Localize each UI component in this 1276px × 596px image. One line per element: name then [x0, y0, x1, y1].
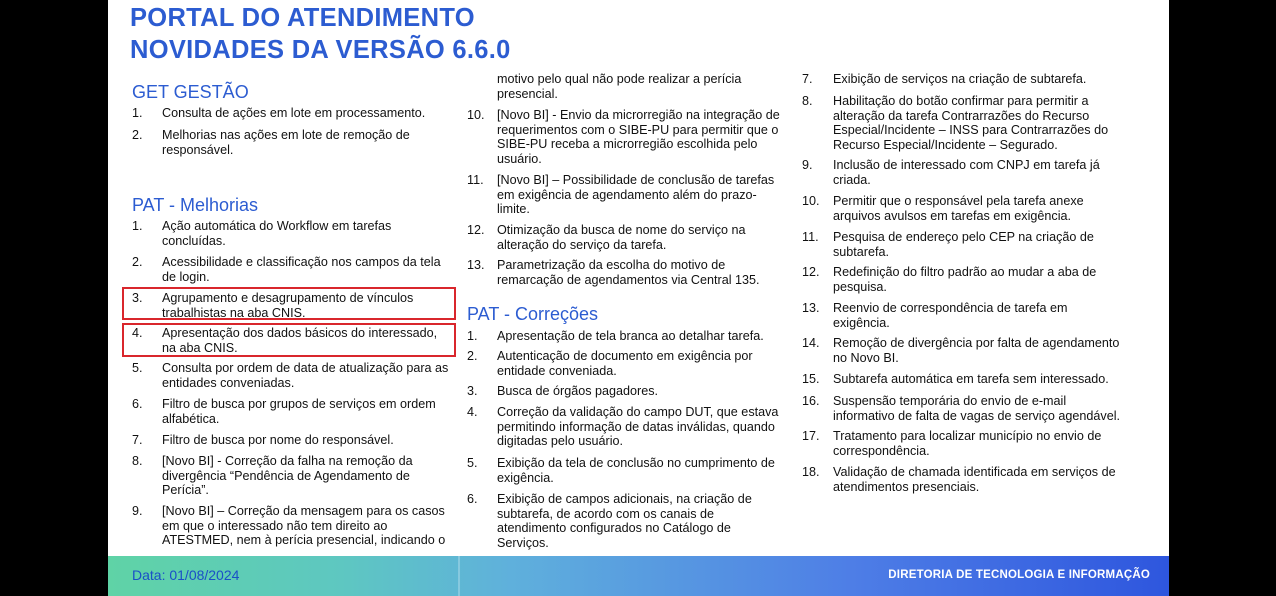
list-item-text: Permitir que o responsável pela tarefa anexe	[833, 194, 1084, 208]
list-item-text: arquivos avulsos em tarefas em exigência.	[833, 208, 1071, 223]
list-item-text: Especial/Incidente – INSS para Contrarrazões do	[833, 123, 1109, 137]
list-item-text: requerimentos com o SIBE-PU para permitir que o	[497, 122, 779, 137]
list-item-text: correspondência.	[833, 443, 930, 458]
list-item-text: na aba CNIS.	[162, 340, 238, 355]
list-item-number: 1.	[132, 106, 143, 120]
list-item-text: Subtarefa automática em tarefa sem interessado.	[833, 372, 1109, 386]
page-title: PORTAL DO ATENDIMENTO	[130, 4, 475, 32]
list-item-number: 18.	[802, 465, 820, 479]
list-item-number: 11.	[802, 230, 819, 244]
list-item-text: exigência.	[497, 470, 554, 485]
list-item-text: permitindo informação de datas inválidas, quando	[497, 419, 775, 434]
list-item-text: atendimentos presenciais.	[833, 479, 980, 494]
list-item-text: em que o interessado não tem direito ao	[162, 518, 388, 533]
section-heading: GET GESTÃO	[132, 82, 249, 102]
list-item-number: 5.	[467, 456, 478, 470]
list-item-text: remarcação de agendamentos via Central 135.	[497, 272, 760, 287]
list-item-text: digitadas pelo usuário.	[497, 434, 624, 448]
section-heading: PAT - Melhorias	[132, 195, 259, 215]
list-item-text: Suspensão temporária do envio de e-mail	[833, 394, 1067, 408]
list-item-number: 9.	[132, 504, 143, 518]
list-item-number: 9.	[802, 158, 813, 172]
list-item-text: Consulta de ações em lote em processamento.	[162, 106, 426, 120]
list-item-number: 4.	[467, 405, 478, 419]
list-item-number: 12.	[467, 223, 485, 237]
list-item-continuation: presencial.	[497, 86, 558, 101]
list-item-text: Filtro de busca por nome do responsável.	[162, 433, 394, 447]
list-item-text: Otimização da busca de nome do serviço na	[497, 223, 746, 237]
list-item-text: [Novo BI] - Correção da falha na remoção da	[162, 454, 413, 468]
list-item-text: exigência.	[833, 315, 890, 330]
list-item-text: Apresentação de tela branca ao detalhar tarefa.	[497, 329, 764, 343]
list-item-text: subtarefa, de acordo com os canais de	[497, 506, 715, 521]
list-item-text: criada.	[833, 172, 871, 187]
list-item-text: alteração da tarefa Contrarrazões do Recurso	[833, 108, 1090, 123]
list-item-text: em exigência de agendamento além do prazo-	[497, 187, 757, 202]
list-item-text: entidades conveniadas.	[162, 375, 295, 390]
list-item-text: Perícia”.	[162, 483, 209, 497]
list-item-number: 1.	[467, 329, 478, 343]
list-item-number: 7.	[802, 72, 813, 86]
list-item-text: entidade conveniada.	[497, 363, 617, 378]
list-item-text: Parametrização da escolha do motivo de	[497, 258, 726, 272]
highlight-box	[122, 323, 456, 357]
list-item-text: Recurso Especial/Incidente – Segurado.	[833, 137, 1058, 152]
list-item-number: 4.	[132, 326, 143, 340]
footer-org: DIRETORIA DE TECNOLOGIA E INFORMAÇÃO	[888, 569, 1150, 581]
list-item-text: ATESTMED, nem à perícia presencial, indicando o	[162, 533, 446, 547]
list-item-text: Exibição da tela de conclusão no cumprimento de	[497, 456, 775, 470]
footer	[108, 556, 1169, 596]
list-item-text: trabalhistas na aba CNIS.	[162, 305, 306, 320]
section-heading: PAT - Correções	[467, 304, 599, 324]
list-item-text: Busca de órgãos pagadores.	[497, 384, 659, 398]
list-item-number: 11.	[467, 173, 484, 187]
list-item-text: divergência “Pendência de Agendamento de	[162, 468, 410, 483]
list-item-number: 13.	[802, 301, 820, 315]
list-item-text: Agrupamento e desagrupamento de vínculos	[162, 291, 414, 305]
list-item-text: alfabética.	[162, 411, 220, 426]
list-item-text: [Novo BI] – Possibilidade de conclusão de tarefas	[497, 173, 775, 187]
list-item-text: Exibição de campos adicionais, na criação de	[497, 492, 752, 506]
list-item-text: pesquisa.	[833, 279, 887, 294]
list-item-text: de login.	[162, 269, 210, 284]
list-item-number: 7.	[132, 433, 143, 447]
list-item-text: responsável.	[162, 142, 234, 157]
list-item-text: SIBE-PU receba a microrregião escolhida pelo	[497, 137, 758, 151]
highlight-box	[122, 287, 456, 320]
list-item-number: 3.	[467, 384, 478, 398]
list-item-text: Validação de chamada identificada em serviços de	[833, 465, 1116, 479]
list-item-number: 6.	[467, 492, 478, 506]
list-item-text: [Novo BI] - Envio da microrregião na integração de	[497, 108, 780, 122]
list-item-text: no Novo BI.	[833, 350, 899, 365]
list-item-number: 3.	[132, 291, 143, 305]
list-item-text: Apresentação dos dados básicos do interessado,	[162, 326, 438, 340]
list-item-number: 10.	[802, 194, 820, 208]
slide	[108, 0, 1169, 596]
list-item-text: informativo de falta de vagas de serviço agendável.	[833, 408, 1121, 423]
list-item-number: 12.	[802, 265, 820, 279]
list-item-number: 2.	[467, 349, 478, 363]
list-item-text: Serviços.	[497, 535, 549, 550]
list-item-text: Ação automática do Workflow em tarefas	[162, 219, 392, 233]
list-item-number: 13.	[467, 258, 485, 272]
list-item-text: Melhorias nas ações em lote de remoção de	[162, 128, 410, 142]
list-item-number: 16.	[802, 394, 820, 408]
list-item-text: atendimento configurados no Catálogo de	[497, 521, 731, 535]
list-item-text: alteração do serviço da tarefa.	[497, 237, 667, 252]
list-item-number: 14.	[802, 336, 820, 350]
list-item-number: 8.	[802, 94, 813, 108]
list-item-number: 6.	[132, 397, 143, 411]
list-item-number: 15.	[802, 372, 820, 386]
list-item-text: concluídas.	[162, 233, 226, 248]
list-item-text: Remoção de divergência por falta de agendamento	[833, 336, 1120, 350]
page-subtitle: NOVIDADES DA VERSÃO 6.6.0	[130, 36, 511, 64]
list-item-text: Reenvio de correspondência de tarefa em	[833, 301, 1068, 315]
list-item-text: Autenticação de documento em exigência por	[497, 349, 753, 363]
list-item-text: Redefinição do filtro padrão ao mudar a aba de	[833, 265, 1097, 279]
list-item-number: 10.	[467, 108, 485, 122]
list-item-continuation: motivo pelo qual não pode realizar a perícia	[497, 72, 742, 86]
list-item-text: Acessibilidade e classificação nos campos da tela	[162, 255, 441, 269]
list-item-text: usuário.	[497, 151, 542, 166]
footer-divider	[458, 556, 460, 596]
list-item-number: 1.	[132, 219, 143, 233]
list-item-text: Pesquisa de endereço pelo CEP na criação de	[833, 230, 1094, 244]
list-item-text: Exibição de serviços na criação de subtarefa.	[833, 72, 1087, 86]
list-item-text: Inclusão de interessado com CNPJ em tarefa já	[833, 158, 1100, 172]
list-item-number: 8.	[132, 454, 143, 468]
list-item-text: limite.	[497, 202, 530, 216]
list-item-text: Habilitação do botão confirmar para permitir a	[833, 94, 1089, 108]
list-item-text: Tratamento para localizar município no envio de	[833, 429, 1102, 443]
footer-date: Data: 01/08/2024	[132, 567, 240, 583]
list-item-number: 2.	[132, 128, 143, 142]
list-item-number: 17.	[802, 429, 820, 443]
list-item-number: 5.	[132, 361, 143, 375]
list-item-text: Filtro de busca por grupos de serviços em ordem	[162, 397, 436, 411]
list-item-number: 2.	[132, 255, 143, 269]
list-item-text: Correção da validação do campo DUT, que estava	[497, 405, 779, 419]
list-item-text: Consulta por ordem de data de atualização para as	[162, 361, 449, 375]
list-item-text: [Novo BI] – Correção da mensagem para os casos	[162, 504, 445, 518]
list-item-text: subtarefa.	[833, 244, 890, 259]
